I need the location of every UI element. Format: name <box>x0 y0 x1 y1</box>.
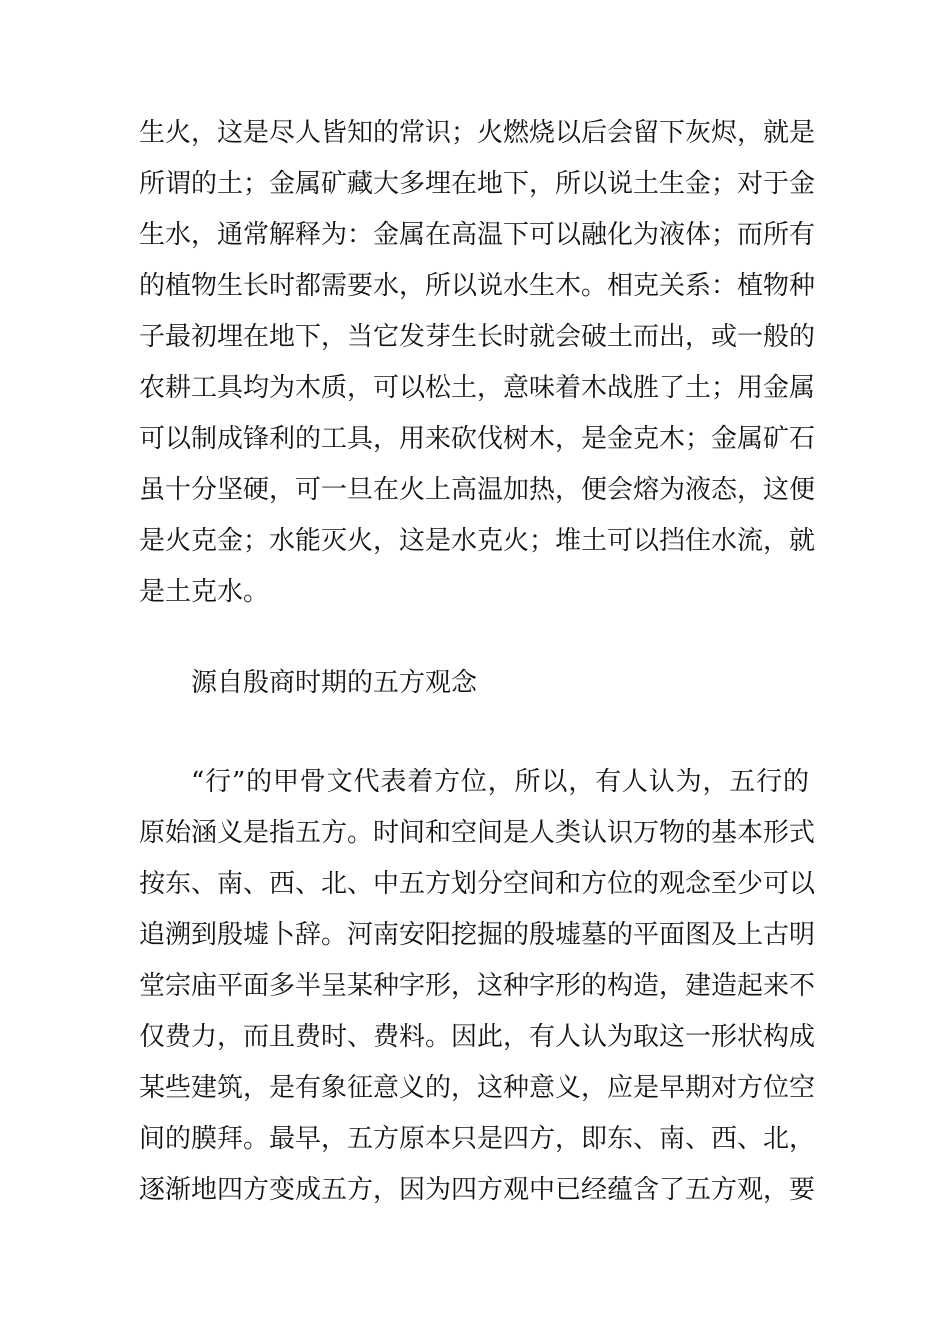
paragraph-1-line-2: 所谓的土；金属矿藏大多埋在地下，所以说土生金；对于金 <box>139 169 816 199</box>
paragraph-1-line-5: 子最初埋在地下，当它发芽生长时就会破土而出，或一般的 <box>139 322 816 352</box>
paragraph-1-line-1: 生火，这是尽人皆知的常识；火燃烧以后会留下灰烬，就是 <box>139 118 816 148</box>
section-heading: 源自殷商时期的五方观念 <box>191 668 478 698</box>
paragraph-1-line-8: 虽十分坚硬，可一旦在火上高温加热，便会熔为液态，这便 <box>139 475 816 505</box>
paragraph-2-line-1: “行”的甲骨文代表着方位，所以，有人认为，五行的 <box>191 767 809 797</box>
paragraph-1-line-4: 的植物生长时都需要水，所以说水生木。相克关系：植物种 <box>139 271 816 301</box>
paragraph-1-line-3: 生水，通常解释为：金属在高温下可以融化为液体；而所有 <box>139 220 816 250</box>
paragraph-2-line-2: 原始涵义是指五方。时间和空间是人类认识万物的基本形式 <box>139 818 816 848</box>
paragraph-2-line-3: 按东、南、西、北、中五方划分空间和方位的观念至少可以 <box>139 869 816 899</box>
paragraph-2-line-7: 某些建筑，是有象征意义的，这种意义，应是早期对方位空 <box>139 1073 816 1103</box>
paragraph-2-line-6: 仅费力，而且费时、费料。因此，有人认为取这一形状构成 <box>139 1022 816 1052</box>
paragraph-1-line-7: 可以制成锋利的工具，用来砍伐树木，是金克木；金属矿石 <box>139 424 816 454</box>
paragraph-1-line-10: 是土克水。 <box>139 577 270 607</box>
paragraph-2-line-4: 追溯到殷墟卜辞。河南安阳挖掘的殷墟墓的平面图及上古明 <box>139 920 816 950</box>
paragraph-1-line-9: 是火克金；水能灭火，这是水克火；堆土可以挡住水流，就 <box>139 526 816 556</box>
paragraph-2-line-8: 间的膜拜。最早，五方原本只是四方，即东、南、西、北， <box>139 1124 816 1154</box>
paragraph-2-line-9: 逐渐地四方变成五方，因为四方观中已经蕴含了五方观，要 <box>139 1175 816 1205</box>
paragraph-2-line-5: 堂宗庙平面多半呈某种字形，这种字形的构造，建造起来不 <box>139 971 816 1001</box>
paragraph-1-line-6: 农耕工具均为木质，可以松土，意味着木战胜了土；用金属 <box>139 373 816 403</box>
